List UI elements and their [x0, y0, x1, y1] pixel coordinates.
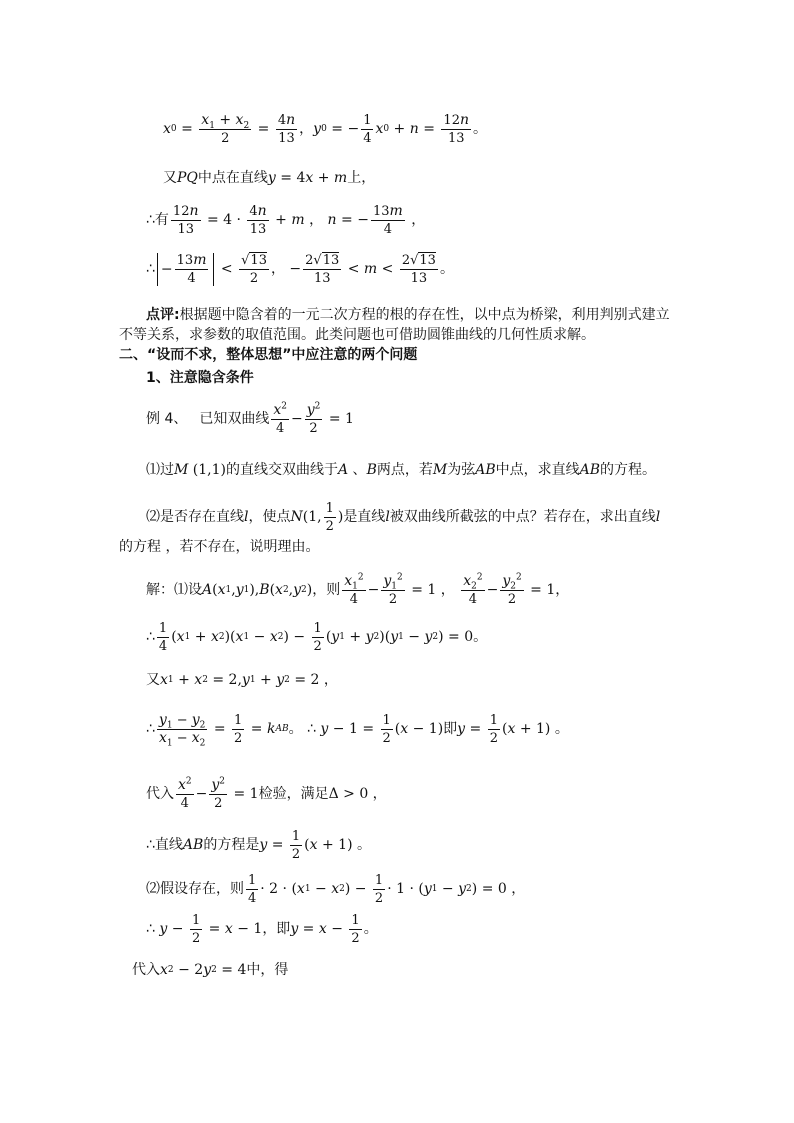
text: ，则	[312, 582, 341, 598]
text: 中，得	[246, 962, 289, 978]
text: 即	[443, 721, 458, 737]
question-2-cont	[119, 537, 319, 557]
therefore-symbol: ∴	[146, 721, 155, 737]
eq-n-in-terms-of-m: ∴ 有 $\frac{12n}{13}$ = 4 · $\frac{4n}{13}$ + m ， n = − $\frac{13m}{4}$ ，	[146, 202, 426, 237]
comment-text: 根据题中隐含着的一元二次方程的根的存在性，以中点为桥梁，利用判别式建立	[179, 307, 670, 323]
text: 的方程 ，若不存在，说明理由。	[119, 539, 320, 555]
comment-line-2	[119, 325, 595, 345]
eq-m-range: ∴ − $\frac{13m}{4}$ < $\frac{√13}{2}$ ， − $\frac{2√13}{13}$ < m < $\frac{2√13}{13}$ 。	[146, 251, 454, 286]
text: 代入	[146, 786, 174, 802]
eq-midpoint: x 0 = $\frac{x_1 + x_2}{2}$ = $\frac{4n}{13}$ ， y 0 = − $\frac{1}{4}$ x 0 + n = $\frac{12n}{13}$ 。	[163, 111, 487, 146]
text: ⑵假设存在，则	[146, 881, 244, 897]
text: 又	[146, 672, 160, 688]
text: 为弦	[447, 462, 476, 478]
text: 又	[163, 170, 177, 186]
solution-check: 代入 $\frac{x^2}{4}$ − $\frac{y^2}{2}$ = 1 检验，满足 Δ > 0 ，	[146, 776, 387, 811]
text: 检验，满足	[258, 786, 329, 802]
solution-setup: 解：⑴设 A ( x 1 , y 1 ), B ( x 2 , y 2 ) ，则 $\frac{x_1^2}{4}$ − $\frac{y_1^2}{2}$ = 1 ， $\frac{x_2^2}{4}$ − $\frac{y_2^2}{2}$ = 1，	[146, 572, 570, 607]
text: 的直线交双曲线于	[225, 462, 338, 478]
comment-line-1	[146, 305, 670, 325]
section-heading	[119, 345, 417, 365]
solution-sums: 又 x 1 + x 2 = 2, y 1 + y 2 = 2 ，	[146, 672, 338, 688]
text: 有	[154, 212, 169, 228]
example-4: 例 4、 已知双曲线 $\frac{x^2}{4}$ − $\frac{y^2}{2}$ = 1	[146, 401, 354, 436]
comment-label: 点评:	[146, 307, 180, 323]
therefore-symbol: ∴	[146, 837, 155, 853]
section-title: 二、“设而不求，整体思想”中应注意的两个问题	[119, 347, 418, 363]
eq-midpoint-on-line: 又 PQ 中点在直线 y = 4 x + m 上，	[163, 170, 376, 186]
solution-answer-1: ∴ 直线 AB 的方程是 y = $\frac{1}{2}$ ( x + 1) 。	[146, 828, 371, 862]
text: 被双曲线所截弦的中点？若存在，求出直线	[389, 509, 656, 525]
text: ，使点	[248, 509, 291, 525]
subsection-title: 1、注意隐含条件	[146, 370, 254, 386]
text: 直线	[154, 837, 183, 853]
therefore-symbol: ∴	[146, 261, 155, 277]
text: 两点，若	[376, 462, 433, 478]
therefore-symbol: ∴	[146, 212, 155, 228]
example-label: 例 4、	[146, 411, 188, 427]
solution-part-2-line: ∴ y − $\frac{1}{2}$ = x − 1 ，即 y = x − $\frac{1}{2}$ 。	[146, 912, 378, 946]
solution-slope: ∴ $\frac{y_1 - y_2}{x_1 - x_2}$ = $\frac{1}{2}$ = k AB 。 ∴ y − 1 = $\frac{1}{2}$ ( x − 1) 即 y = $\frac{1}{2}$ ( x + 1) 。	[146, 711, 569, 749]
punct: 。	[439, 261, 454, 277]
solution-substitute: 代入 x 2 − 2 y 2 = 4 中，得	[132, 962, 289, 978]
therefore-symbol: ∴	[146, 921, 155, 937]
solution-label: 解：⑴设	[146, 582, 202, 598]
comment-text: 不等关系，求参数的取值范围。此类问题也可借助圆锥曲线的几何性质求解。	[119, 327, 595, 343]
text: 中点，求直线	[495, 462, 580, 478]
therefore-symbol: ∴	[307, 721, 316, 737]
text: 的方程。	[600, 462, 657, 478]
subsection-heading	[146, 368, 254, 388]
text: ⑵是否存在直线	[146, 509, 244, 525]
therefore-symbol: ∴	[146, 629, 155, 645]
text: ⑴过	[146, 462, 174, 478]
text: 代入	[132, 962, 160, 978]
punct: 。	[473, 121, 487, 137]
text: 上，	[347, 170, 376, 186]
question-1: ⑴过 M (1,1) 的直线交双曲线于 A 、 B 两点，若 M 为弦 AB 中点，求直线 AB 的方程。	[146, 462, 657, 478]
solution-difference: ∴ $\frac{1}{4}$ ( x 1 + x 2 )( x 1 − x 2 ) − $\frac{1}{2}$ ( y 1 + y 2 )( y 1 − y 2 ) = 0。	[146, 620, 488, 654]
text: ，即	[262, 921, 291, 937]
text: 是直线	[343, 509, 386, 525]
text: 中点在直线	[197, 170, 268, 186]
solution-part-2: ⑵假设存在，则 $\frac{1}{4}$ · 2 · ( x 1 − x 2 ) − $\frac{1}{2}$ · 1 · ( y 1 − y 2 ) = 0 ，	[146, 872, 526, 906]
question-2: ⑵是否存在直线 l ，使点 N (1, $\frac{1}{2}$ ) 是直线 l 被双曲线所截弦的中点？若存在，求出直线 l	[146, 500, 661, 534]
text: 的方程是	[203, 837, 260, 853]
text: 已知双曲线	[199, 411, 270, 427]
